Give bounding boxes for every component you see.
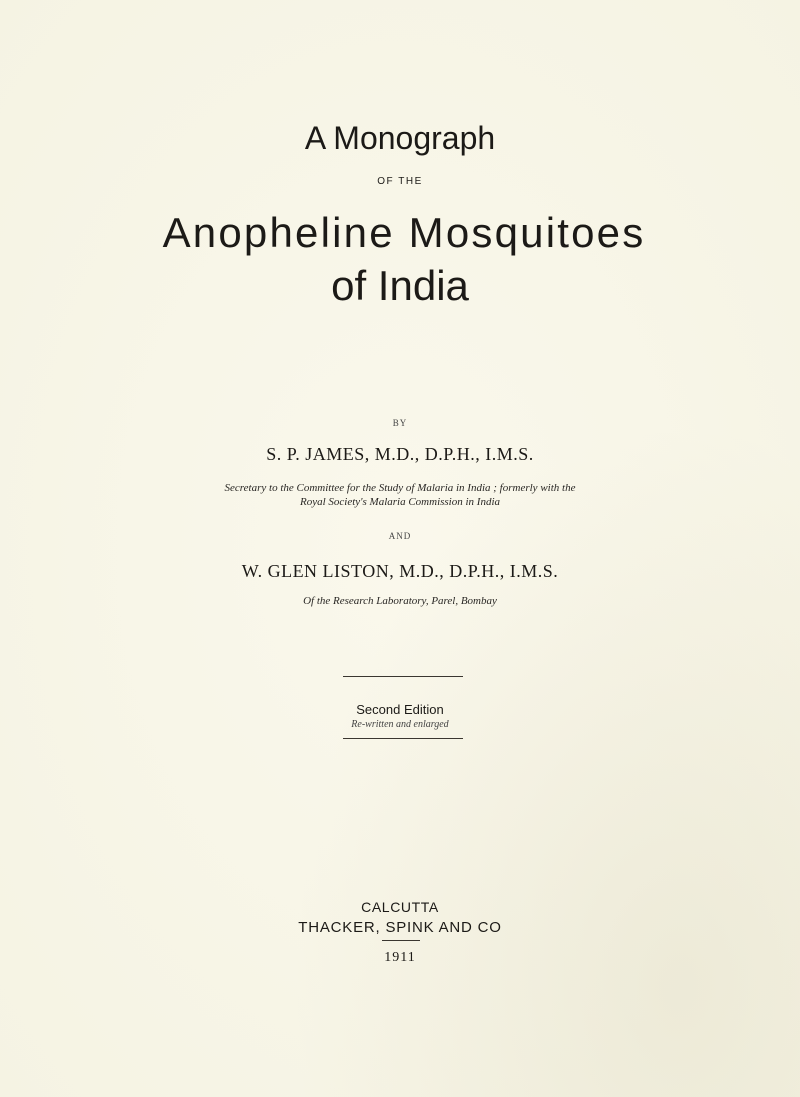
author-1-affiliation-line-1: Secretary to the Committee for the Study of Malaria in India ; formerly with the [224,482,576,494]
imprint-rule [382,940,420,941]
edition-rule-top [343,676,463,677]
by-label: BY [392,418,408,428]
edition-rule-bottom [343,738,463,739]
title-line-2: Anopheline Mosquitoes [162,209,646,256]
author-2-affiliation: Of the Research Laboratory, Parel, Bombay [303,595,497,607]
imprint-city: CALCUTTA [361,899,439,915]
edition-note: Re-written and enlarged [351,719,449,730]
author-1: S. P. JAMES, M.D., D.P.H., I.M.S. [266,444,534,464]
and-label: AND [388,531,412,541]
title-line-3: of India [331,262,469,309]
imprint-publisher: THACKER, SPINK AND CO [298,919,502,936]
title-line-1: A Monograph [304,120,496,156]
author-1-affiliation-line-2: Royal Society's Malaria Commission in India [299,496,501,508]
title-connector: OF THE [377,176,423,187]
edition-label: Second Edition [356,702,444,717]
imprint-year: 1911 [384,950,416,965]
author-2: W. GLEN LISTON, M.D., D.P.H., I.M.S. [241,561,559,581]
